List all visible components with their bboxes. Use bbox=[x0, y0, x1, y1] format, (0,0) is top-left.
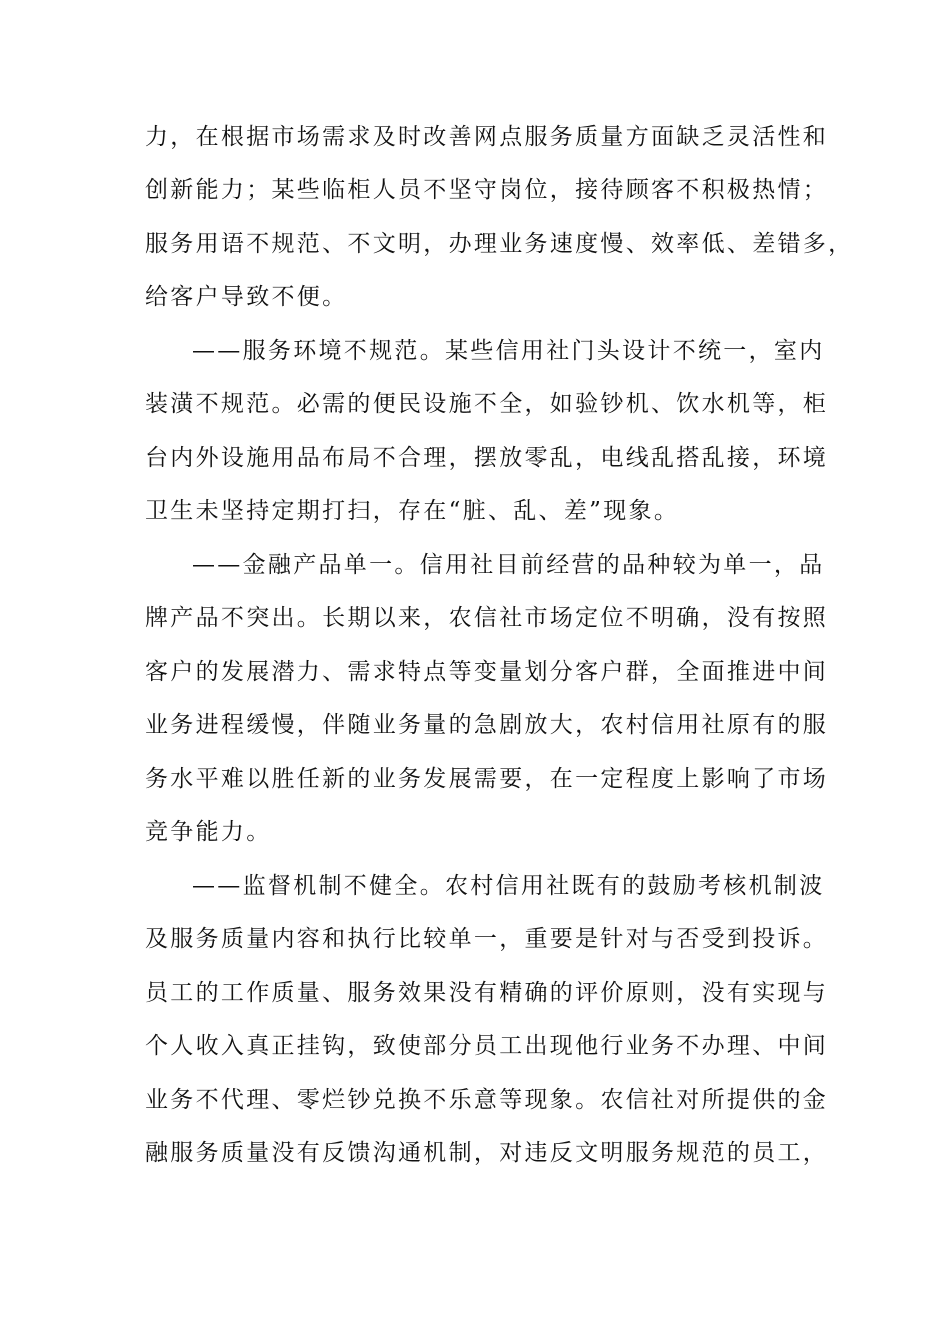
paragraph-start-line: ——金融产品单一。信用社目前经营的品种较为单一，品 bbox=[192, 552, 825, 578]
text-line: 牌产品不突出。长期以来，农信社市场定位不明确，没有按照 bbox=[145, 605, 829, 631]
text-line: 个人收入真正挂钩，致使部分员工出现他行业务不办理、中间 bbox=[145, 1033, 829, 1059]
text-line: 台内外设施用品布局不合理，摆放零乱，电线乱搭乱接，环境 bbox=[145, 445, 829, 471]
text-line: 服务用语不规范、不文明，办理业务速度慢、效率低、差错多， bbox=[145, 231, 854, 257]
text-line: 客户的发展潜力、需求特点等变量划分客户群，全面推进中间 bbox=[145, 659, 829, 685]
text-line: 及服务质量内容和执行比较单一，重要是针对与否受到投诉。 bbox=[145, 926, 829, 952]
text-line: 装潢不规范。必需的便民设施不全，如验钞机、饮水机等，柜 bbox=[145, 391, 829, 417]
text-line: 给客户导致不便。 bbox=[145, 284, 348, 310]
text-line: 员工的工作质量、服务效果没有精确的评价原则，没有实现与 bbox=[145, 980, 829, 1006]
text-line: 融服务质量没有反馈沟通机制，对违反文明服务规范的员工， bbox=[145, 1140, 829, 1166]
text-line: 业务不代理、零烂钞兑换不乐意等现象。农信社对所提供的金 bbox=[145, 1087, 829, 1113]
paragraph-start-line: ——服务环境不规范。某些信用社门头设计不统一，室内 bbox=[192, 338, 825, 364]
text-line: 业务进程缓慢，伴随业务量的急剧放大，农村信用社原有的服 bbox=[145, 712, 829, 738]
text-line: 力，在根据市场需求及时改善网点服务质量方面缺乏灵活性和 bbox=[145, 124, 829, 150]
text-line: 竞争能力。 bbox=[145, 819, 272, 845]
text-line: 卫生未坚持定期打扫，存在“脏、乱、差”现象。 bbox=[145, 498, 680, 524]
text-line: 务水平难以胜任新的业务发展需要，在一定程度上影响了市场 bbox=[145, 766, 829, 792]
paragraph-start-line: ——监督机制不健全。农村信用社既有的鼓励考核机制波 bbox=[192, 873, 825, 899]
text-line: 创新能力；某些临柜人员不坚守岗位，接待顾客不积极热情； bbox=[145, 177, 829, 203]
